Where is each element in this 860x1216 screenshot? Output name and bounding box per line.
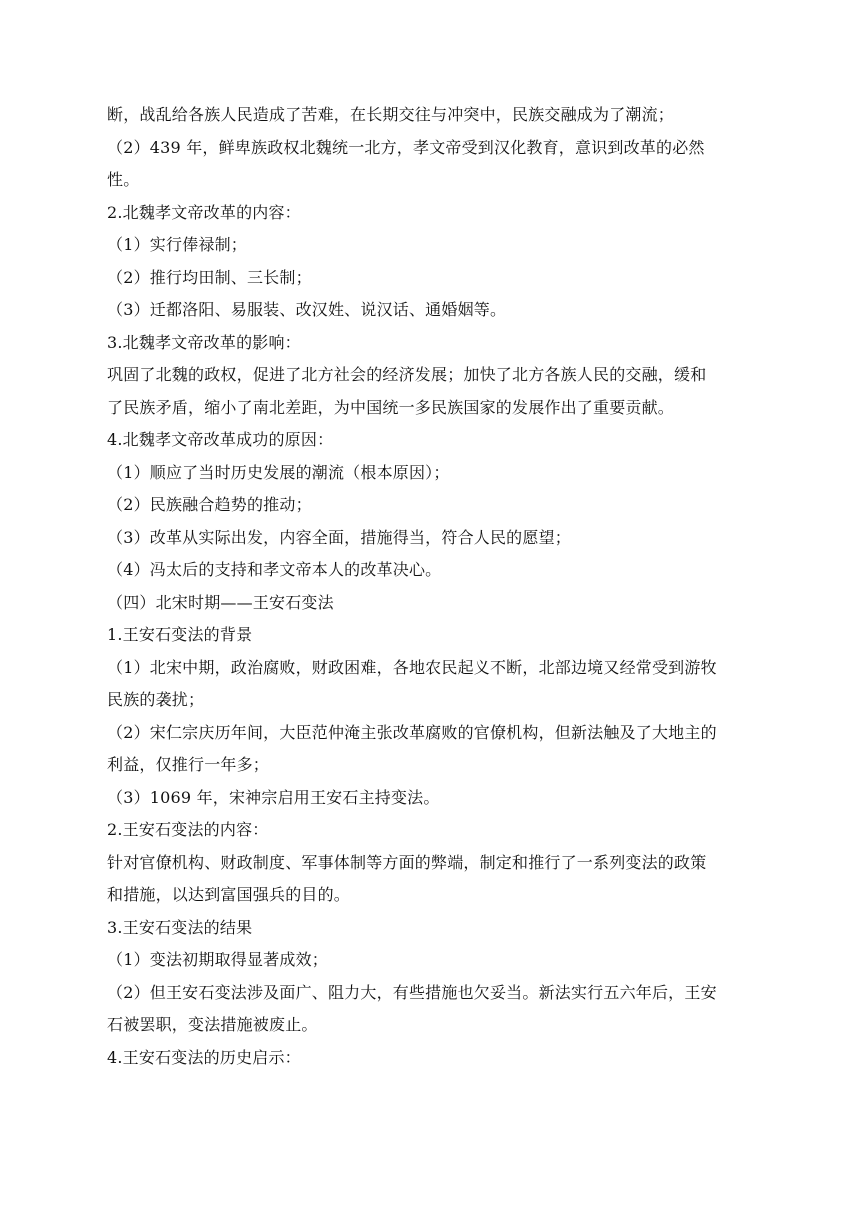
list-item: （3）迁都洛阳、易服装、改汉姓、说汉话、通婚姻等。	[107, 300, 507, 319]
section-heading: 3.王安石变法的结果	[107, 917, 253, 937]
section-heading: 1.王安石变法的背景	[107, 625, 253, 644]
list-item: （3）改革从实际出发，内容全面，措施得当，符合人民的愿望；	[107, 527, 571, 547]
list-item: （1）变法初期取得显著成效；	[107, 950, 328, 969]
section-heading: 4.王安石变法的历史启示：	[107, 1047, 301, 1067]
section-heading: 2.北魏孝文帝改革的内容：	[107, 202, 301, 222]
list-item: （2）推行均田制、三长制；	[107, 267, 312, 287]
document-body	[107, 99, 767, 1074]
list-item: （3）1069 年，宋神宗启用王安石主持变法。	[107, 787, 440, 807]
text-line: 巩固了北魏的政权，促进了北方社会的经济发展；加快了北方各族人民的交融，缓和	[107, 365, 707, 384]
section-heading: 2.王安石变法的内容：	[107, 820, 269, 839]
text-line: （2）439 年，鲜卑族政权北魏统一北方，孝文帝受到汉化教育，意识到改革的必然	[107, 137, 705, 157]
section-heading: 3.北魏孝文帝改革的影响：	[107, 332, 301, 352]
text-line: 针对官僚机构、财政制度、军事体制等方面的弊端，制定和推行了一系列变法的政策	[107, 852, 707, 872]
section-heading: 4.北魏孝文帝改革成功的原因：	[107, 430, 334, 449]
list-item: （1）北宋中期，政治腐败，财政困难，各地农民起义不断，北部边境又经常受到游牧	[107, 657, 717, 677]
text-line: 了民族矛盾，缩小了南北差距，为中国统一多民族国家的发展作出了重要贡献。	[107, 397, 675, 417]
chapter-heading: （四）北宋时期——王安石变法	[107, 592, 334, 612]
text-line: 利益，仅推行一年多；	[107, 755, 270, 774]
text-line: 和措施，以达到富国强兵的目的。	[107, 885, 351, 904]
text-line: 断，战乱给各族人民造成了苦难，在长期交往与冲突中，民族交融成为了潮流；	[107, 105, 675, 124]
list-item: （2）民族融合趋势的推动；	[107, 495, 312, 514]
list-item: （4）冯太后的支持和孝文帝本人的改革决心。	[107, 560, 442, 579]
list-item: （1）顺应了当时历史发展的潮流（根本原因）；	[107, 462, 450, 482]
list-item: （2）但王安石变法涉及面广、阻力大，有些措施也欠妥当。新法实行五六年后，王安	[107, 982, 717, 1002]
text-line: 民族的袭扰；	[107, 690, 205, 709]
text-line: 性。	[107, 170, 140, 189]
list-item: （2）宋仁宗庆历年间，大臣范仲淹主张改革腐败的官僚机构，但新法触及了大地主的	[107, 722, 717, 742]
text-line: 石被罢职，变法措施被废止。	[107, 1015, 318, 1034]
list-item: （1）实行俸禄制；	[107, 235, 247, 254]
